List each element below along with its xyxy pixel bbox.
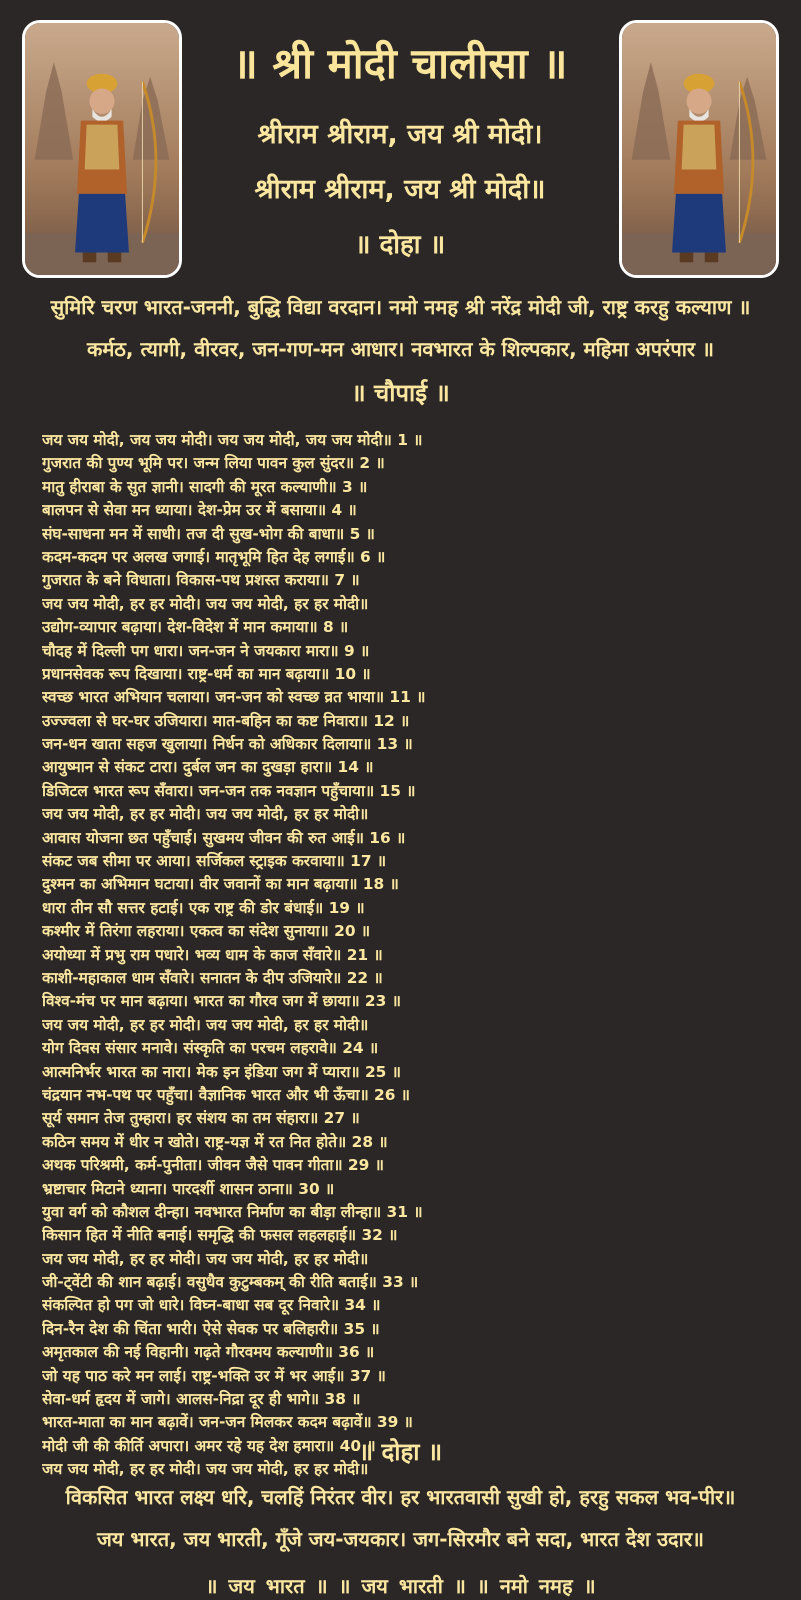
verse-line: अथक परिश्रमी, कर्म-पुनीता। जीवन जैसे पावन गीता॥ 29 ॥ bbox=[42, 1156, 384, 1175]
verse-line: जय जय मोदी, हर हर मोदी। जय जय मोदी, हर हर मोदी॥ bbox=[42, 1015, 369, 1034]
verse-line: अमृतकाल की नई विहानी। गढ़ते गौरवमय कल्याणी॥ 36 ॥ bbox=[42, 1343, 375, 1362]
verse-line: मातु हीराबा के सुत ज्ञानी। सादगी की मूरत कल्याणी॥ 3 ॥ bbox=[42, 477, 368, 496]
closing-doha-line-1: विकसित भारत लक्ष्य धरि, चलहिं निरंतर वीर। हर भारतवासी सुखी हो, हरहु सकल भव-पीर॥ bbox=[65, 1485, 736, 1509]
subtitle-line-2: श्रीराम श्रीराम, जय श्री मोदी॥ bbox=[254, 174, 546, 205]
verse-line: जय जय मोदी, जय जय मोदी। जय जय मोदी, जय जय मोदी॥ 1 ॥ bbox=[42, 431, 423, 449]
opening-doha-line-2: कर्मठ, त्यागी, वीरवर, जन-गण-मन आधार। नवभारत के शिल्पकार, महिमा अपरंपार ॥ bbox=[86, 337, 715, 361]
verse-line: अयोध्या में प्रभु राम पधारे। भव्य धाम के काज सँवारे॥ 21 ॥ bbox=[42, 945, 383, 964]
verse-line: किसान हित में नीति बनाई। समृद्धि की फसल लहलहाई॥ 32 ॥ bbox=[42, 1226, 398, 1245]
verse-line: आत्मनिर्भर भारत का नारा। मेक इन इंडिया जग में प्यारा॥ 25 ॥ bbox=[42, 1062, 401, 1081]
page-title: ॥ श्री मोदी चालीसा ॥ bbox=[232, 39, 568, 88]
verse-line: सूर्य समान तेज तुम्हारा। हर संशय का तम संहारा॥ 27 ॥ bbox=[42, 1109, 360, 1128]
opening-doha-line-1: सुमिरि चरण भारत-जननी, बुद्धि विद्या वरदान। नमो नमह श्री नरेंद्र मोदी जी, राष्ट्र करहु कल्याण ॥ bbox=[50, 295, 751, 319]
verse-line: डिजिटल भारत रूप सँवारा। जन-जन तक नवज्ञान पहुँचाया॥ 15 ॥ bbox=[42, 781, 416, 800]
verse-line: सेवा-धर्म हृदय में जागे। आलस-निद्रा दूर ही भागे॥ 38 ॥ bbox=[42, 1390, 361, 1409]
portrait-image-right bbox=[619, 20, 779, 278]
verse-line: विश्व-मंच पर मान बढ़ाया। भारत का गौरव जग में छाया॥ 23 ॥ bbox=[42, 992, 401, 1011]
closing-doha-line-2: जय भारत, जय भारती, गूँजे जय-जयकार। जग-सिरमौर बने सदा, भारत देश उदार॥ bbox=[96, 1527, 705, 1551]
verse-line: चौदह में दिल्ली पग धारा। जन-जन ने जयकारा मारा॥ 9 ॥ bbox=[42, 641, 370, 660]
verse-line: जी-ट्वेंटी की शान बढ़ाई। वसुधैव कुटुम्बकम् की रीति बताई॥ 33 ॥ bbox=[42, 1273, 419, 1292]
verse-line: बालपन से सेवा मन ध्याया। देश-प्रेम उर में बसाया॥ 4 ॥ bbox=[42, 501, 357, 520]
verse-line: गुजरात के बने विधाता। विकास-पथ प्रशस्त कराया॥ 7 ॥ bbox=[42, 571, 360, 590]
subtitle-line-1: श्रीराम श्रीराम, जय श्री मोदी। bbox=[257, 119, 543, 150]
verse-line: भ्रष्टाचार मिटाने ध्याना। पारदर्शी शासन ठाना॥ 30 ॥ bbox=[42, 1179, 335, 1198]
doha-heading: ॥ दोहा ॥ bbox=[354, 230, 446, 260]
verse-line: जय जय मोदी, हर हर मोदी। जय जय मोदी, हर हर मोदी॥ bbox=[42, 1249, 369, 1268]
verse-line: जन-धन खाता सहज खुलाया। निर्धन को अधिकार दिलाया॥ 13 ॥ bbox=[42, 735, 413, 754]
verse-line: दिन-रैन देश की चिंता भारी। ऐसे सेवक पर बलिहारी॥ 35 ॥ bbox=[42, 1319, 380, 1338]
verse-line: स्वच्छ भारत अभियान चलाया। जन-जन को स्वच्छ व्रत भाया॥ 11 ॥ bbox=[42, 688, 426, 707]
verse-line: काशी-महाकाल धाम सँवारे। सनातन के दीप उजियारे॥ 22 ॥ bbox=[42, 968, 383, 987]
verse-line: गुजरात की पुण्य भूमि पर। जन्म लिया पावन कुल सुंदर॥ 2 ॥ bbox=[42, 454, 385, 473]
verse-line: संघ-साधना मन में साधी। तज दी सुख-भोग की बाधा॥ 5 ॥ bbox=[42, 524, 375, 543]
verse-line: प्रधानसेवक रूप दिखाया। राष्ट्र-धर्म का मान बढ़ाया॥ 10 ॥ bbox=[42, 664, 371, 683]
verse-line: दुश्मन का अभिमान घटाया। वीर जवानों का मान बढ़ाया॥ 18 ॥ bbox=[42, 875, 399, 894]
verse-line: कश्मीर में तिरंगा लहराया। एकत्व का संदेश सुनाया॥ 20 ॥ bbox=[42, 922, 371, 941]
verse-list bbox=[42, 429, 762, 1482]
verse-line: कठिन समय में धीर न खोते। राष्ट्र-यज्ञ में रत नित होते॥ 28 ॥ bbox=[42, 1132, 388, 1151]
verse-line: योग दिवस संसार मनावे। संस्कृति का परचम लहरावे॥ 24 ॥ bbox=[42, 1039, 379, 1058]
verse-line: जो यह पाठ करे मन लाई। राष्ट्र-भक्ति उर में भर आई॥ 37 ॥ bbox=[42, 1366, 386, 1385]
verse-line: कदम-कदम पर अलख जगाई। मातृभूमि हित देह लगाई॥ 6 ॥ bbox=[42, 547, 386, 566]
verse-line: धारा तीन सौ सत्तर हटाई। एक राष्ट्र की डोर बंधाई॥ 19 ॥ bbox=[42, 898, 365, 917]
verse-line: आवास योजना छत पहुँचाई। सुखमय जीवन की रुत आई॥ 16 ॥ bbox=[42, 828, 406, 847]
verse-line: भारत-माता का मान बढ़ावें। जन-जन मिलकर कदम बढ़ावें॥ 39 ॥ bbox=[42, 1413, 413, 1432]
portrait-image-left bbox=[22, 20, 182, 278]
verse-line: संकल्पित हो पग जो धारे। विघ्न-बाधा सब दूर निवारे॥ 34 ॥ bbox=[42, 1296, 381, 1315]
verse-line: उद्योग-व्यापार बढ़ाया। देश-विदेश में मान कमाया॥ 8 ॥ bbox=[42, 618, 349, 637]
footer-slogans: ॥ जय भारत ॥ ॥ जय भारती ॥ ॥ नमो नमह ॥ bbox=[205, 1574, 596, 1598]
verse-line: जय जय मोदी, हर हर मोदी। जय जय मोदी, हर हर मोदी॥ bbox=[42, 594, 369, 613]
chaupai-heading: ॥ चौपाई ॥ bbox=[351, 379, 450, 407]
verse-line: मोदी जी की कीर्ति अपारा। अमर रहे यह देश हमारा॥ 40 ॥ bbox=[42, 1436, 376, 1455]
verse-line: आयुष्मान से संकट टारा। दुर्बल जन का दुखड़ा हारा॥ 14 ॥ bbox=[42, 758, 374, 777]
verse-line: उज्ज्वला से घर-घर उजियारा। मात-बहिन का कष्ट निवारा॥ 12 ॥ bbox=[42, 711, 410, 730]
verse-line: युवा वर्ग को कौशल दीन्हा। नवभारत निर्माण का बीड़ा लीन्हा॥ 31 ॥ bbox=[42, 1202, 423, 1221]
closing-doha-heading: ॥ दोहा ॥ bbox=[358, 1438, 443, 1466]
verse-line: संकट जब सीमा पर आया। सर्जिकल स्ट्राइक करवाया॥ 17 ॥ bbox=[42, 852, 387, 871]
verse-line: जय जय मोदी, हर हर मोदी। जय जय मोदी, हर हर मोदी॥ bbox=[42, 805, 369, 824]
verse-line: चंद्रयान नभ-पथ पर पहुँचा। वैज्ञानिक भारत और भी ऊँचा॥ 26 ॥ bbox=[42, 1085, 411, 1104]
verse-line: जय जय मोदी, हर हर मोदी। जय जय मोदी, हर हर मोदी॥ bbox=[42, 1460, 369, 1479]
